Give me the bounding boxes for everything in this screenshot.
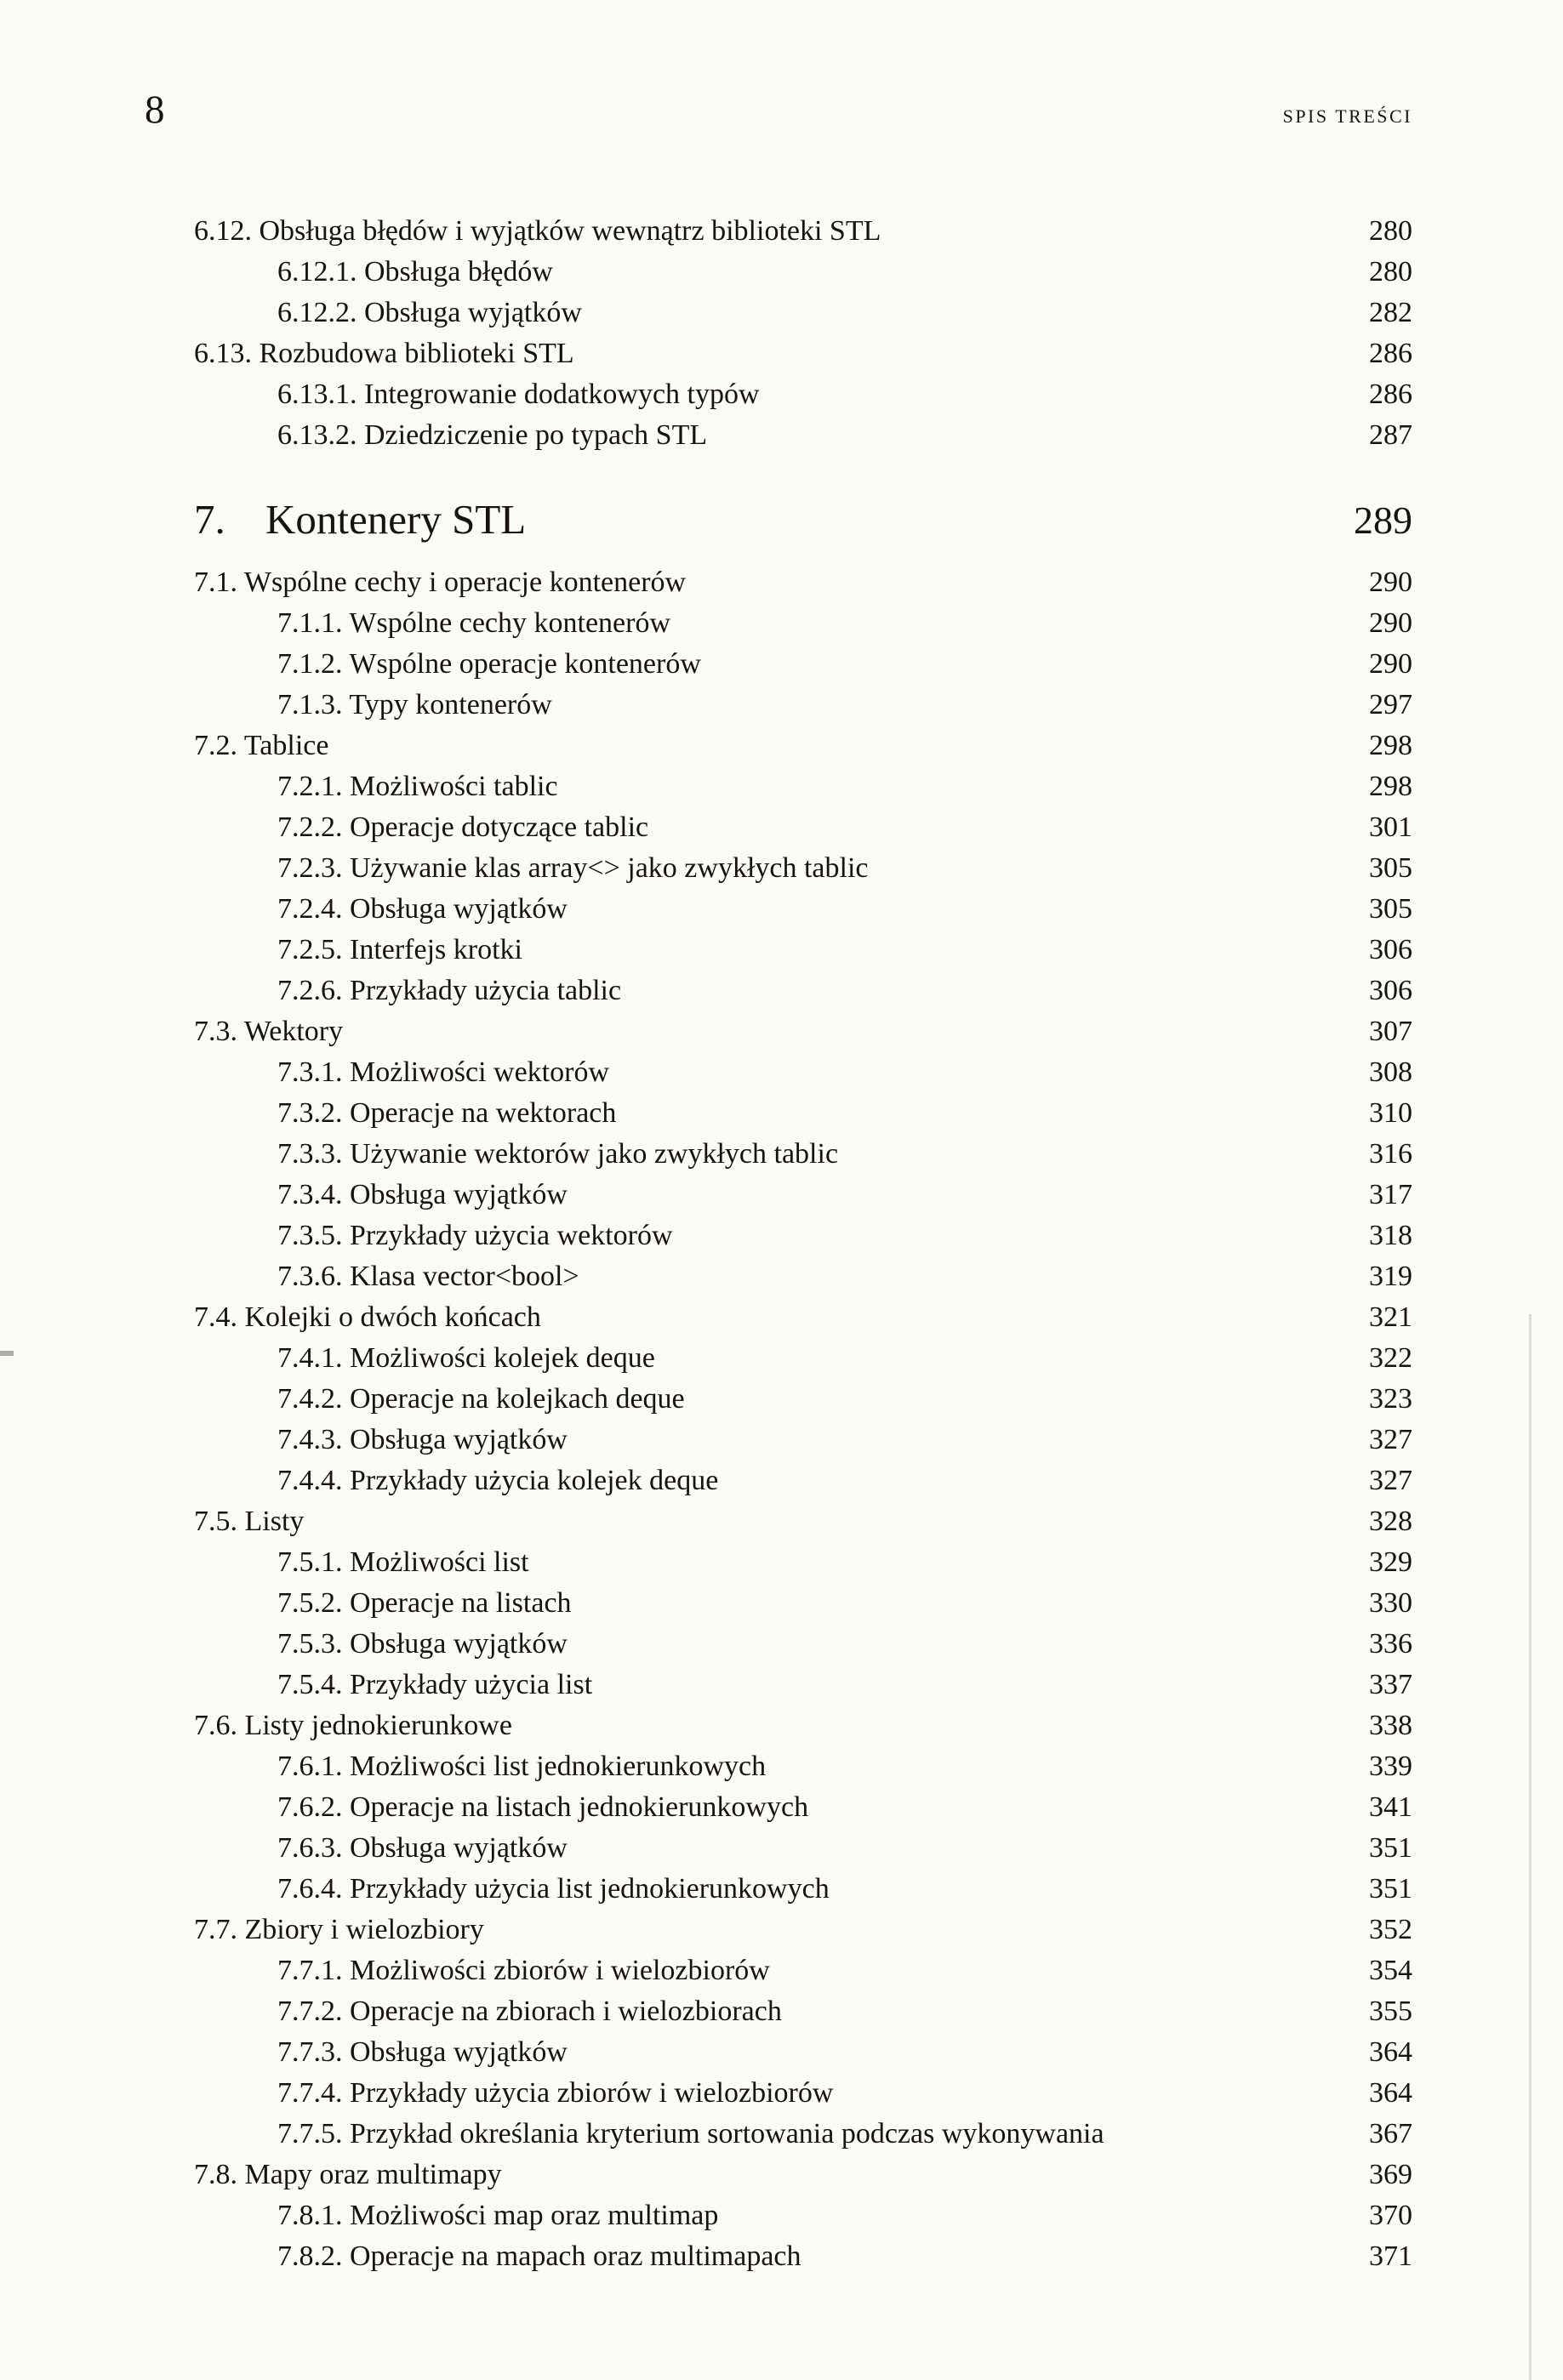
toc-entry-label: 7.6.3. Obsługa wyjątków	[277, 1832, 568, 1864]
toc-entry-label: 7.3.6. Klasa vector<bool>	[277, 1261, 579, 1292]
toc-entry-label: 6.13. Rozbudowa biblioteki STL	[194, 338, 574, 369]
toc-entry-page: 370	[1369, 2200, 1412, 2231]
toc-entry-label: 7.8.2. Operacje na mapach oraz multimapach	[277, 2241, 801, 2272]
toc-entry-row	[194, 2032, 1412, 2073]
toc-entry-row	[194, 333, 1412, 374]
toc-entry-row	[194, 1910, 1412, 1950]
toc-entry-row	[194, 1052, 1412, 1093]
toc-entry-row	[194, 807, 1412, 848]
toc-entry-label: 7.6.4. Przykłady użycia list jednokierunkowych	[277, 1873, 830, 1905]
toc-entry-row	[194, 1134, 1412, 1175]
toc-entry-label: 7.1.3. Typy kontenerów	[277, 689, 552, 720]
toc-entry-page: 286	[1369, 338, 1412, 369]
toc-entry-page: 280	[1369, 215, 1412, 247]
toc-entry-label: 7.3.5. Przykłady użycia wektorów	[277, 1220, 673, 1251]
toc-entry-row	[194, 1011, 1412, 1052]
toc-entry-row	[194, 562, 1412, 603]
toc-entry-page: 329	[1369, 1546, 1412, 1578]
toc-entry-row	[194, 971, 1412, 1011]
toc-entry-label: 6.12.2. Obsługa wyjątków	[277, 297, 582, 328]
toc-entry-page: 327	[1369, 1424, 1412, 1455]
toc-entry-label: 7.8. Mapy oraz multimapy	[194, 2159, 502, 2190]
toc-entry-row	[194, 889, 1412, 930]
toc-entry-row	[194, 2073, 1412, 2114]
toc-entry-row	[194, 1501, 1412, 1542]
toc-entry-label: 7.5.2. Operacje na listach	[277, 1587, 572, 1619]
toc-entry-page: 306	[1369, 975, 1412, 1006]
toc-chapter-row	[194, 493, 1412, 547]
toc-entry-page: 298	[1369, 730, 1412, 761]
toc-entry-row	[194, 726, 1412, 766]
toc-entry-label: 7.5. Listy	[194, 1506, 305, 1537]
toc-entry-label: 7.2.2. Operacje dotyczące tablic	[277, 811, 649, 843]
toc-entry-page: 282	[1369, 297, 1412, 328]
toc-entry-page: 367	[1369, 2118, 1412, 2149]
toc-entry-label: 7.5.3. Obsługa wyjątków	[277, 1628, 568, 1660]
toc-entry-page: 351	[1369, 1832, 1412, 1864]
toc-entry-label: 7.7. Zbiory i wielozbiory	[194, 1914, 484, 1945]
toc-entry-label: 7.3.3. Używanie wektorów jako zwykłych tablic	[277, 1138, 839, 1170]
toc-entry-row	[194, 1583, 1412, 1624]
toc-entry-page: 307	[1369, 1016, 1412, 1047]
toc-entry-page: 339	[1369, 1751, 1412, 1782]
toc-entry-label: 7.4.3. Obsługa wyjątków	[277, 1424, 568, 1455]
toc-entry-page: 341	[1369, 1791, 1412, 1823]
toc-entry-label: 7.1.1. Wspólne cechy kontenerów	[277, 607, 671, 639]
toc-entry-page: 351	[1369, 1873, 1412, 1905]
toc-entry-page: 308	[1369, 1056, 1412, 1088]
toc-entry-row	[194, 1787, 1412, 1828]
toc-entry-page: 301	[1369, 811, 1412, 843]
toc-entry-page: 371	[1369, 2241, 1412, 2272]
toc-chapter-number: 7.	[194, 496, 225, 543]
toc-entry-page: 369	[1369, 2159, 1412, 2190]
scan-artifact-left-mark	[0, 1351, 14, 1356]
running-head: SPIS TREŚCI	[1282, 105, 1412, 127]
toc-entry-page: 290	[1369, 607, 1412, 639]
toc-entry-page: 337	[1369, 1669, 1412, 1700]
toc-entry-page: 321	[1369, 1301, 1412, 1333]
toc-entry-label: 7.2.4. Obsługa wyjątków	[277, 893, 568, 925]
toc-entry-label: 7.5.4. Przykłady użycia list	[277, 1669, 593, 1700]
toc-entry-page: 280	[1369, 256, 1412, 288]
toc-entry-page: 290	[1369, 648, 1412, 680]
toc-entry-label: 7.1.2. Wspólne operacje kontenerów	[277, 648, 701, 680]
toc-entry-page: 316	[1369, 1138, 1412, 1170]
scan-artifact-vertical-line	[1529, 1314, 1532, 2380]
toc-entry-row	[194, 2195, 1412, 2236]
toc-entry-row	[194, 1991, 1412, 2032]
toc-entry-label: 7.3.4. Obsługa wyjątków	[277, 1179, 568, 1210]
toc-entry-row	[194, 211, 1412, 252]
toc-entry-label: 7.7.5. Przykład określania kryterium sortowania podczas wykonywania	[277, 2118, 1104, 2149]
toc-entry-label: 7.2.6. Przykłady użycia tablic	[277, 975, 622, 1006]
toc-entry-label: 7.5.1. Możliwości list	[277, 1546, 529, 1578]
toc-entry-row	[194, 1665, 1412, 1705]
toc-entry-row	[194, 1379, 1412, 1420]
toc-entry-label: 7.2. Tablice	[194, 730, 329, 761]
toc-entry-page: 298	[1369, 771, 1412, 802]
toc-entry-label: 7.8.1. Możliwości map oraz multimap	[277, 2200, 719, 2231]
toc-entry-row	[194, 1828, 1412, 1869]
toc-entry-row	[194, 374, 1412, 415]
toc-entry-row	[194, 2236, 1412, 2277]
toc-entry-row	[194, 415, 1412, 456]
toc-entry-row	[194, 644, 1412, 685]
toc-entry-row	[194, 1950, 1412, 1991]
toc-entry-label: 7.7.4. Przykłady użycia zbiorów i wielozbiorów	[277, 2077, 834, 2109]
toc-entry-page: 323	[1369, 1383, 1412, 1415]
toc-entry-page: 306	[1369, 934, 1412, 965]
toc-entry-page: 355	[1369, 1996, 1412, 2027]
toc-entry-label: 7.4. Kolejki o dwóch końcach	[194, 1301, 541, 1333]
toc-entry-label: 6.12.1. Obsługa błędów	[277, 256, 553, 288]
page-number: 8	[145, 88, 165, 132]
toc-entry-page: 322	[1369, 1342, 1412, 1374]
toc-entry-page: 364	[1369, 2036, 1412, 2068]
toc-entry-row	[194, 1256, 1412, 1297]
toc-entry-label: 6.12. Obsługa błędów i wyjątków wewnątrz biblioteki STL	[194, 215, 881, 247]
toc-entry-row	[194, 2155, 1412, 2195]
toc-entry-page: 305	[1369, 893, 1412, 925]
toc-entry-page: 327	[1369, 1465, 1412, 1496]
toc-entry-row	[194, 1338, 1412, 1379]
toc-chapter-title: Kontenery STL	[265, 496, 527, 543]
toc-chapter-page: 289	[1354, 498, 1412, 542]
toc-entry-label: 7.7.3. Obsługa wyjątków	[277, 2036, 568, 2068]
toc-entry-page: 364	[1369, 2077, 1412, 2109]
toc-entry-row	[194, 1746, 1412, 1787]
toc-entry-label: 7.7.1. Możliwości zbiorów i wielozbiorów	[277, 1955, 770, 1986]
toc-entry-label: 7.3.2. Operacje na wektorach	[277, 1097, 617, 1129]
toc-entry-page: 290	[1369, 567, 1412, 598]
toc-entry-row	[194, 2114, 1412, 2155]
toc-entry-label: 7.4.4. Przykłady użycia kolejek deque	[277, 1465, 719, 1496]
toc-entry-label: 7.3. Wektory	[194, 1016, 344, 1047]
toc-entry-label: 7.4.1. Możliwości kolejek deque	[277, 1342, 655, 1374]
toc-entry-page: 328	[1369, 1506, 1412, 1537]
toc-entry-label: 7.6. Listy jednokierunkowe	[194, 1710, 512, 1741]
toc-entry-label: 7.2.1. Możliwości tablic	[277, 771, 558, 802]
toc-entry-label: 7.1. Wspólne cechy i operacje kontenerów	[194, 567, 687, 598]
toc-entry-row	[194, 685, 1412, 726]
toc-entry-page: 338	[1369, 1710, 1412, 1741]
page-header	[145, 90, 1412, 130]
toc-entry-row	[194, 1705, 1412, 1746]
toc-entry-page: 317	[1369, 1179, 1412, 1210]
toc-entry-row	[194, 603, 1412, 644]
toc-entry-page: 310	[1369, 1097, 1412, 1129]
toc-entry-row	[194, 252, 1412, 293]
toc-entry-row	[194, 1297, 1412, 1338]
toc-list	[194, 211, 1412, 2277]
toc-entry-row	[194, 1624, 1412, 1665]
toc-entry-row	[194, 766, 1412, 807]
toc-entry-page: 336	[1369, 1628, 1412, 1660]
toc-entry-label: 7.4.2. Operacje na kolejkach deque	[277, 1383, 685, 1415]
toc-entry-page: 352	[1369, 1914, 1412, 1945]
toc-entry-row	[194, 1175, 1412, 1216]
toc-entry-row	[194, 848, 1412, 889]
toc-entry-row	[194, 1869, 1412, 1910]
toc-entry-page: 318	[1369, 1220, 1412, 1251]
toc-entry-label: 7.6.1. Możliwości list jednokierunkowych	[277, 1751, 767, 1782]
toc-entry-label: 7.2.5. Interfejs krotki	[277, 934, 522, 965]
toc-entry-row	[194, 930, 1412, 971]
toc-entry-page: 287	[1369, 419, 1412, 451]
toc-entry-label: 7.3.1. Możliwości wektorów	[277, 1056, 610, 1088]
toc-entry-label: 6.13.1. Integrowanie dodatkowych typów	[277, 379, 760, 410]
toc-entry-page: 330	[1369, 1587, 1412, 1619]
toc-entry-label: 7.7.2. Operacje na zbiorach i wielozbiorach	[277, 1996, 782, 2027]
toc-entry-row	[194, 1216, 1412, 1256]
toc-entry-row	[194, 1420, 1412, 1460]
toc-entry-label: 7.6.2. Operacje na listach jednokierunkowych	[277, 1791, 809, 1823]
toc-entry-label: 6.13.2. Dziedziczenie po typach STL	[277, 419, 708, 451]
toc-entry-page: 319	[1369, 1261, 1412, 1292]
toc-entry-row	[194, 293, 1412, 333]
toc-entry-page: 297	[1369, 689, 1412, 720]
toc-entry-row	[194, 1093, 1412, 1134]
toc-entry-page: 305	[1369, 852, 1412, 884]
toc-entry-page: 286	[1369, 379, 1412, 410]
toc-entry-page: 354	[1369, 1955, 1412, 1986]
toc-entry-row	[194, 1542, 1412, 1583]
toc-entry-row	[194, 1460, 1412, 1501]
toc-entry-label: 7.2.3. Używanie klas array<> jako zwykłych tablic	[277, 852, 869, 884]
